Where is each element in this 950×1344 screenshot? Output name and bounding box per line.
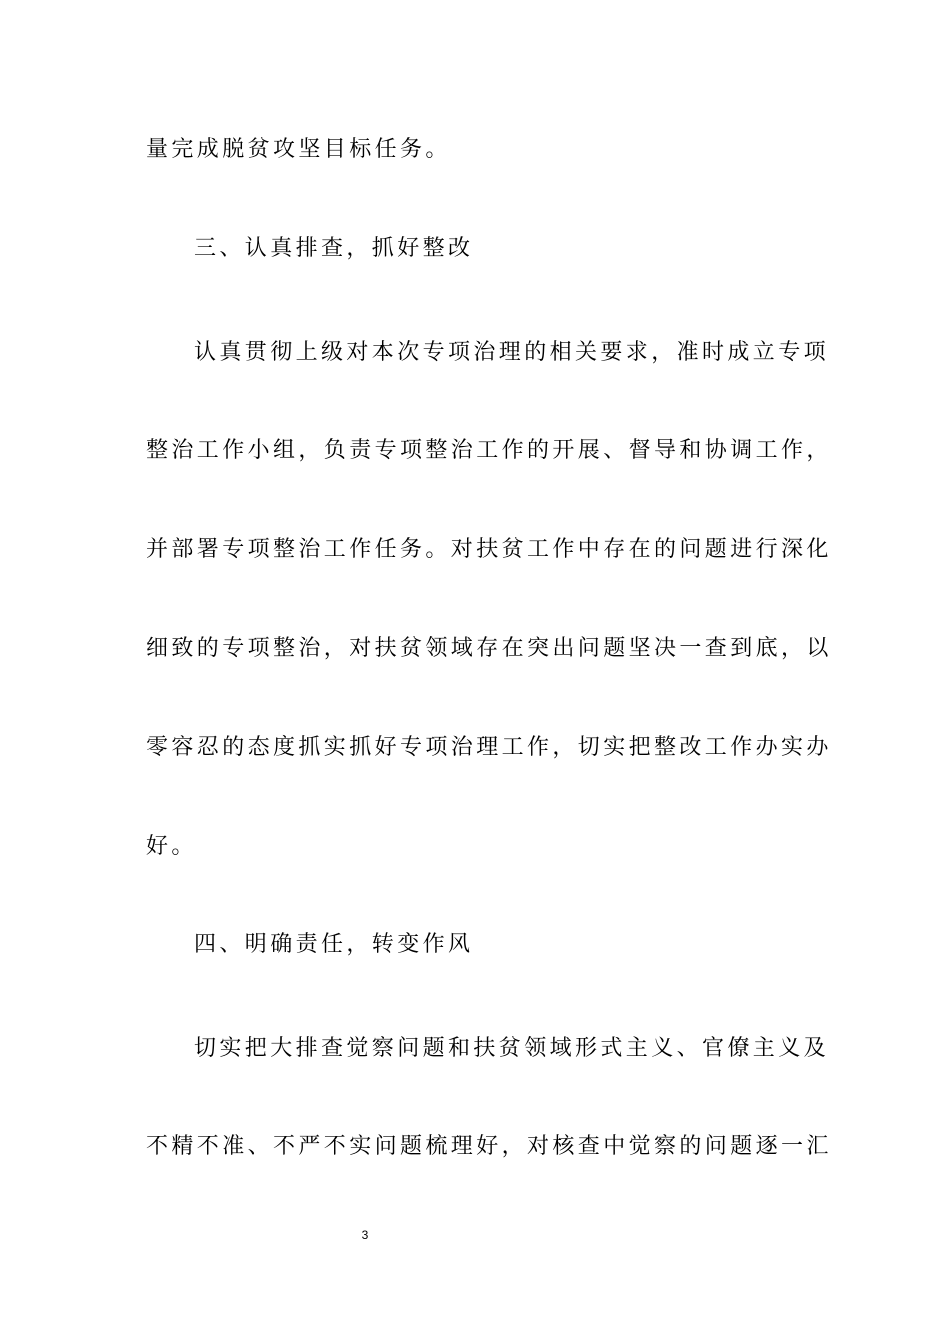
- paragraph-line: 认真贯彻上级对本次专项治理的相关要求，准时成立专项: [194, 340, 830, 365]
- paragraph-line: 并部署专项整治工作任务。对扶贫工作中存在的问题进行深化: [146, 537, 832, 562]
- section-heading: 三、认真排查，抓好整改: [194, 236, 474, 261]
- paragraph-line: 细致的专项整治，对扶贫领域存在突出问题坚决一查到底，以: [146, 636, 832, 661]
- paragraph-line: 好。: [146, 834, 197, 859]
- paragraph-line: 不精不准、不严不实问题梳理好，对核查中觉察的问题逐一汇: [146, 1134, 832, 1159]
- paragraph-line: 量完成脱贫攻坚目标任务。: [146, 137, 451, 162]
- paragraph-line: 切实把大排查觉察问题和扶贫领域形式主义、官僚主义及: [194, 1036, 830, 1061]
- paragraph-line: 零容忍的态度抓实抓好专项治理工作，切实把整改工作办实办: [146, 735, 832, 760]
- section-heading: 四、明确责任，转变作风: [194, 932, 474, 957]
- page-number: 3: [361, 1228, 369, 1242]
- paragraph-line: 整治工作小组，负责专项整治工作的开展、督导和协调工作，: [146, 438, 832, 463]
